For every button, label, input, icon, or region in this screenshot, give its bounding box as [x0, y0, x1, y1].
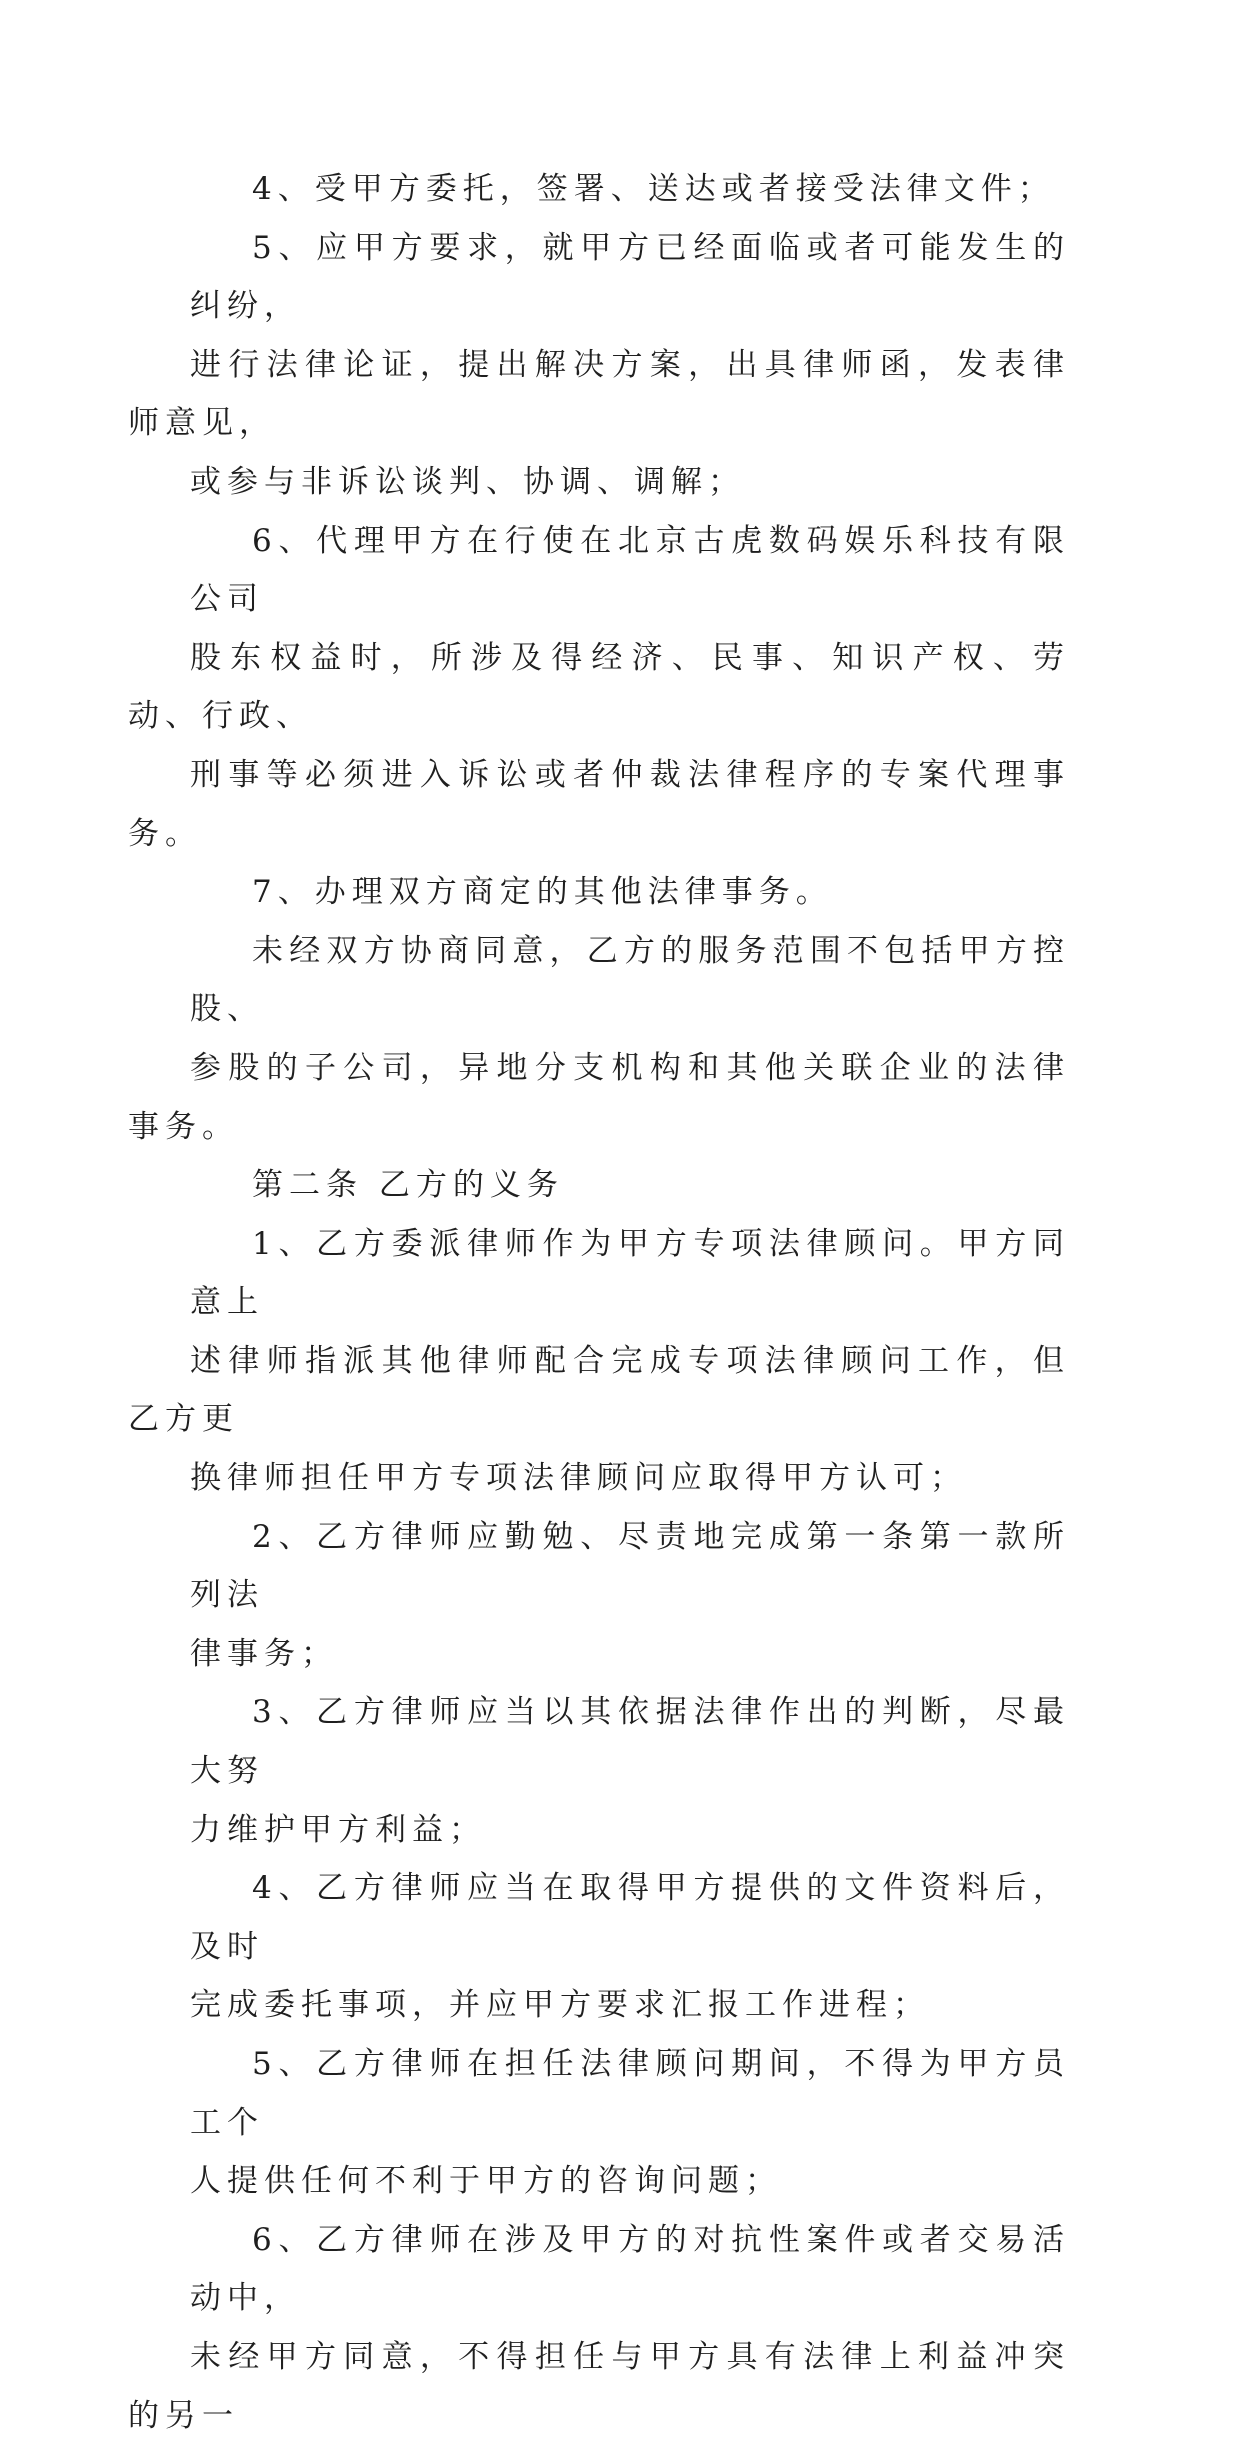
document-body [128, 160, 1070, 2445]
paragraph-obligation-6 [128, 2211, 1070, 2445]
section-heading-article-2 [190, 1156, 1070, 1215]
paragraph-line: 5、乙方律师在担任法律顾问期间，不得为甲方员工个 [190, 2046, 1070, 2141]
paragraph-obligation-3 [190, 1683, 1070, 1859]
paragraph-4-legal-documents [190, 160, 1070, 219]
paragraph-line: 4、乙方律师应当在取得甲方提供的文件资料后，及时 [190, 1870, 1070, 1965]
paragraph-line: 参股的子公司，异地分支机构和其他关联企业的法律事务。 [128, 1049, 1070, 1145]
paragraph-line: 完成委托事项，并应甲方要求汇报工作进程； [190, 1987, 930, 2024]
paragraph-6-litigation-agency [128, 512, 1070, 864]
paragraph-line: 换律师担任甲方专项法律顾问应取得甲方认可； [190, 1460, 967, 1497]
section-heading: 第二条 乙方的义务 [252, 1167, 564, 1204]
paragraph-line: 力维护甲方利益； [190, 1811, 486, 1848]
paragraph-line: 未经双方协商同意，乙方的服务范围不包括甲方控股、 [190, 932, 1070, 1028]
paragraph-line: 2、乙方律师应勤勉、尽责地完成第一条第一款所列法 [190, 1518, 1070, 1614]
paragraph-line: 律事务； [190, 1635, 338, 1672]
paragraph-line: 股东权益时，所涉及得经济、民事、知识产权、劳动、行政、 [128, 639, 1070, 735]
paragraph-line: 刑事等必须进入诉讼或者仲裁法律程序的专案代理事务。 [128, 756, 1070, 852]
paragraph-scope-exclusion [128, 922, 1070, 1156]
paragraph-line: 1、乙方委派律师作为甲方专项法律顾问。甲方同意上 [190, 1225, 1070, 1321]
paragraph-5-dispute-handling [128, 219, 1070, 512]
paragraph-line: 4、受甲方委托，签署、送达或者接受法律文件； [252, 171, 1055, 207]
paragraph-obligation-5 [190, 2035, 1070, 2211]
paragraph-line: 或参与非诉讼谈判、协调、调解； [190, 463, 745, 500]
paragraph-obligation-4 [190, 1859, 1070, 2035]
paragraph-line: 人提供任何不利于甲方的咨询问题； [190, 2163, 782, 2200]
paragraph-line: 述律师指派其他律师配合完成专项法律顾问工作，但乙方更 [128, 1342, 1070, 1438]
paragraph-obligation-1 [128, 1215, 1070, 1508]
paragraph-line: 6、代理甲方在行使在北京古虎数码娱乐科技有限公司 [190, 522, 1070, 618]
paragraph-line: 5、应甲方要求，就甲方已经面临或者可能发生的纠纷， [190, 229, 1070, 325]
paragraph-line: 6、乙方律师在涉及甲方的对抗性案件或者交易活动中， [190, 2221, 1070, 2317]
paragraph-line: 未经甲方同意，不得担任与甲方具有法律上利益冲突的另一 [128, 2338, 1070, 2434]
paragraph-line: 7、办理双方商定的其他法律事务。 [252, 874, 833, 911]
paragraph-line: 进行法律论证，提出解决方案，出具律师函，发表律师意见， [128, 346, 1070, 442]
paragraph-obligation-2 [190, 1508, 1070, 1684]
paragraph-7-other-matters [190, 863, 1070, 922]
paragraph-line: 3、乙方律师应当以其依据法律作出的判断，尽最大努 [190, 1694, 1070, 1790]
